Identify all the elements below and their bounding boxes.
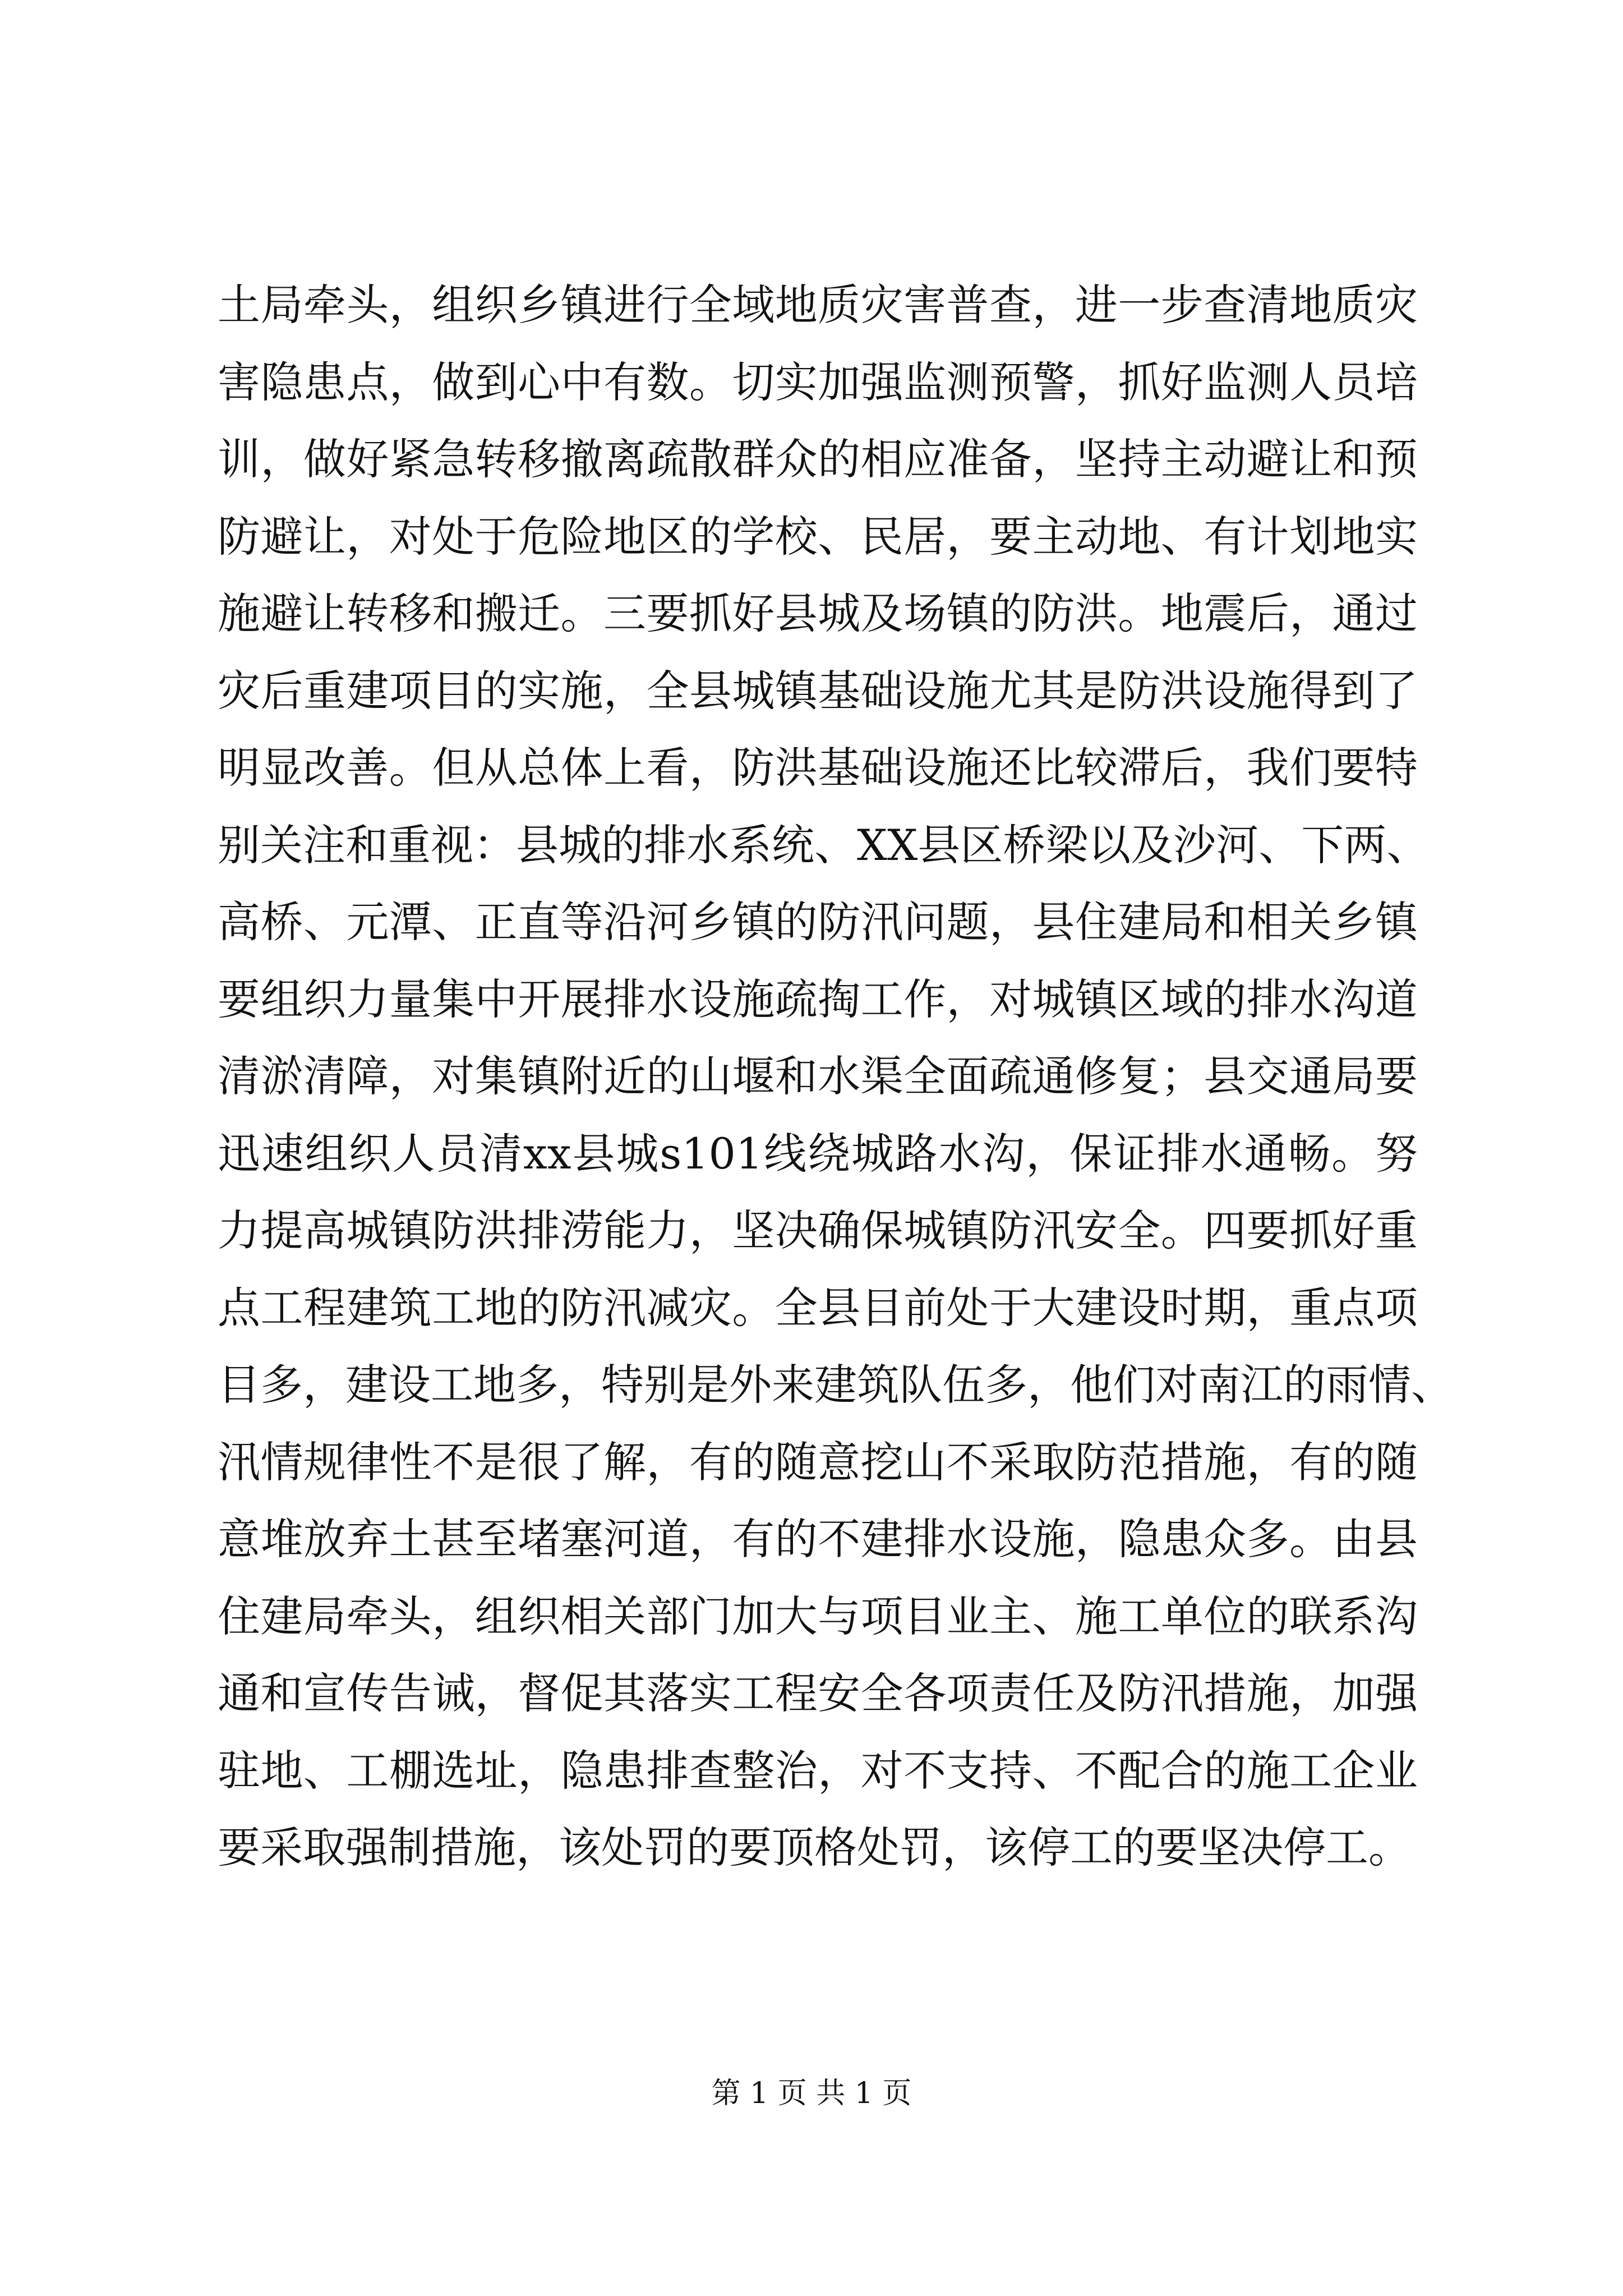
text-line: 迅速组织人员清xx县城s101线绕城路水沟，保证排水通畅。努 [218, 1128, 1418, 1179]
text-line: 训，做好紧急转移撤离疏散群众的相应准备，坚持主动避让和预 [218, 434, 1418, 484]
text-line: 汛情规律性不是很了解，有的随意挖山不采取防范措施，有的随 [218, 1437, 1418, 1487]
text-line: 害隐患点，做到心中有数。切实加强监测预警，抓好监测人员培 [218, 357, 1418, 407]
text-line: 别关注和重视：县城的排水系统、XX县区桥梁以及沙河、下两、 [218, 820, 1430, 870]
text-line: 要采取强制措施，该处罚的要顶格处罚，该停工的要坚决停工。 [218, 1823, 1411, 1872]
text-line: 土局牵头，组织乡镇进行全域地质灾害普查，进一步查清地质灾 [218, 280, 1418, 330]
text-line: 明显改善。但从总体上看，防洪基础设施还比较滞后，我们要特 [218, 743, 1418, 793]
text-line: 驻地、工棚选址，隐患排查整治，对不支持、不配合的施工企业 [218, 1745, 1418, 1796]
text-line: 清淤清障，对集镇附近的山堰和水渠全面疏通修复；县交通局要 [218, 1051, 1418, 1101]
text-line: 住建局牵头，组织相关部门加大与项目业主、施工单位的联系沟 [218, 1591, 1418, 1641]
text-line: 通和宣传告诫，督促其落实工程安全各项责任及防汛措施，加强 [218, 1668, 1418, 1718]
text-line: 意堆放弃土甚至堵塞河道，有的不建排水设施，隐患众多。由县 [218, 1514, 1418, 1564]
text-line: 要组织力量集中开展排水设施疏掏工作，对城镇区域的排水沟道 [218, 974, 1418, 1024]
text-line: 施避让转移和搬迁。三要抓好县城及场镇的防洪。地震后，通过 [218, 588, 1418, 638]
body-paragraph [218, 266, 1454, 1887]
text-line: 目多，建设工地多，特别是外来建筑队伍多，他们对南江的雨情、 [218, 1360, 1454, 1410]
text-line: 灾后重建项目的实施，全县城镇基础设施尤其是防洪设施得到了 [218, 665, 1418, 716]
text-line: 点工程建筑工地的防汛减灾。全县目前处于大建设时期，重点项 [218, 1282, 1418, 1333]
text-line: 力提高城镇防洪排涝能力，坚决确保城镇防汛安全。四要抓好重 [218, 1205, 1418, 1255]
text-line: 防避让，对处于危险地区的学校、民居，要主动地、有计划地实 [218, 511, 1418, 562]
page-number-footer: 第 1 页 共 1 页 [711, 2077, 912, 2110]
text-line: 高桥、元潭、正直等沿河乡镇的防汛问题，县住建局和相关乡镇 [218, 897, 1418, 947]
